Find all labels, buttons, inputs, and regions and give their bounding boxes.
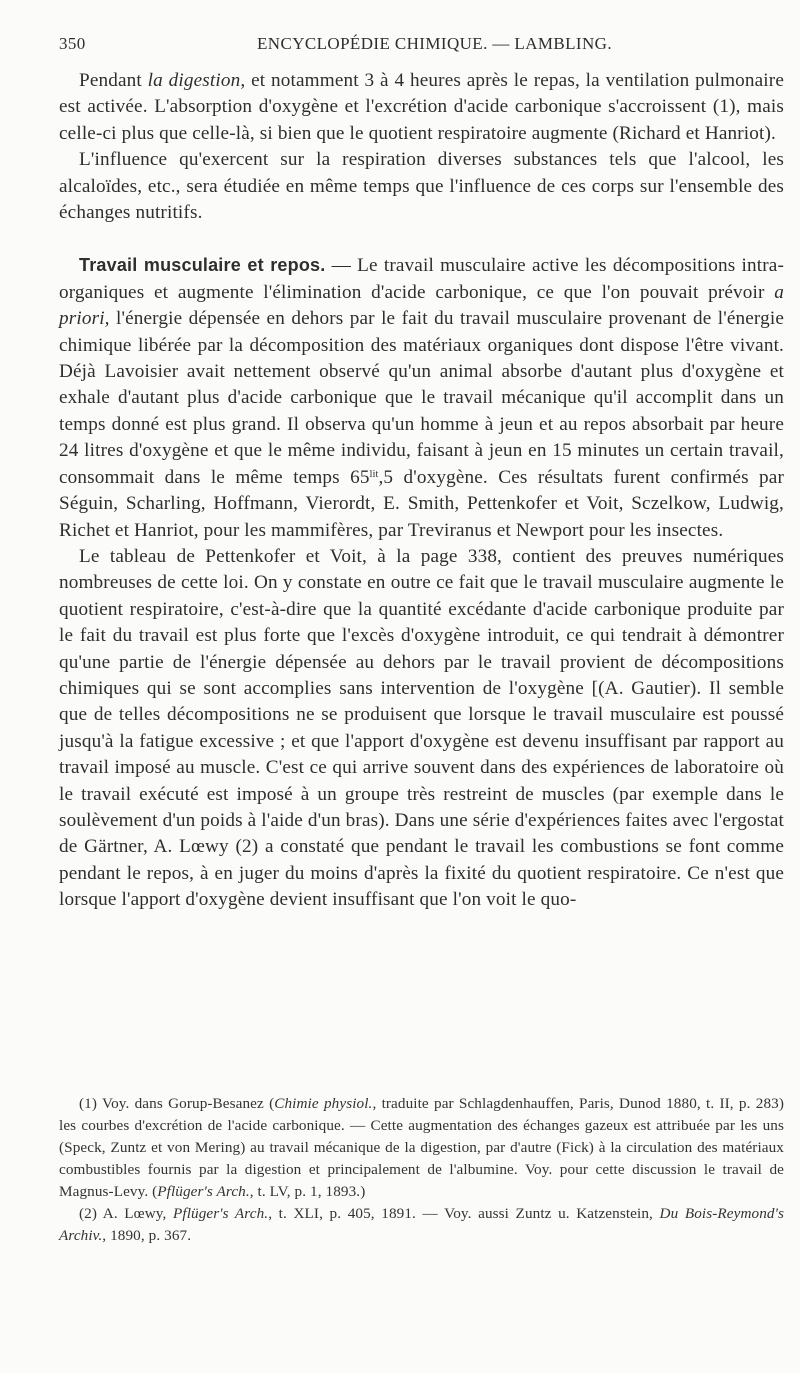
footnote-text: , t. XLI, p. 405, 1891. — Voy. aussi Zuntz u. Katzenstein, bbox=[268, 1205, 660, 1222]
paragraph-text: Pendant bbox=[79, 70, 148, 91]
footnote-text: , 1890, p. 367. bbox=[102, 1227, 192, 1244]
page-header bbox=[59, 34, 788, 58]
italic-title: Pflüger's Arch. bbox=[157, 1183, 250, 1200]
footnote-text: , traduite par Schlagdenhauffen, Paris, Dunod 1880, t. II, p. 283) les courbes d'excrétion de l'acide carbonique. — Cette augmentation des échanges gazeux est attribuée par les uns (Speck, Zuntz et von Mering) au travail mécanique de la digestion, par d'autre (Fick) à la circulation des matériaux combustibles fournis par la digestion et principalement de l'albumine. Voy. pour cette discussion le travail de Magnus-Levy. ( bbox=[59, 1095, 784, 1200]
footnote-2 bbox=[59, 1203, 784, 1247]
paragraph-tableau: Le tableau de Pettenkofer et Voit, à la page 338, contient des preuves numériques nombreuses de cette loi. On y constate en outre ce fait que le travail musculaire augmente le quotient respiratoire, c'est-à-dire que la quantité excédante d'acide carbonique produite par le fait du travail est plus forte que l'excès d'oxygène introduit, ce qui tendrait à démontrer qu'une partie de l'énergie dépensée au dehors par le travail provient de décompositions chimiques qui se sont accomplies sans intervention de l'oxygène [(A. Gautier). Il semble que de telles décompositions ne se produisent que lorsque le travail musculaire est poussé jusqu'à la fatigue excessive ; et que l'apport d'oxygène est devenu insuffisant par rapport au travail imposé au muscle. C'est ce qui arrive souvent dans des expériences de laboratoire où le travail exécuté est imposé à un groupe très restreint de muscles (par exemple dans le soulèvement d'un poids à l'aide d'un bras). Dans une série d'expériences faites avec l'ergostat de Gärtner, A. Lœwy (2) a constaté que pendant le travail les combustions se font comme pendant le repos, à en juger du moins d'après la fixité du quotient respiratoire. Ce n'est que lorsque l'apport d'oxygène devient insuffisant que l'on voit le quo- bbox=[59, 545, 784, 911]
page-number: 350 bbox=[59, 34, 86, 53]
paragraph-influence: L'influence qu'exercent sur la respiration diverses substances tels que l'alcool, les alcaloïdes, etc., sera étudiée en même temps que l'influence de ces corps sur l'ensemble des échanges nutritifs. bbox=[59, 149, 784, 224]
paragraph-text: et notamment 3 à 4 heures après le repas, la ventilation pulmonaire est activée. L'absorption d'oxygène et l'excrétion d'acide carbonique s'accroissent (1), mais celle-ci plus que celle-là, si bien que le quotient respiratoire augmente (Richard et Hanriot). bbox=[59, 70, 784, 144]
paragraph-text: l'énergie dépensée en dehors par le fait du travail musculaire provenant de l'énergie chimique libérée par la décomposition des matériaux organiques dont dispose l'être vivant. Déjà Lavoisier avait nettement observé qu'un animal absorbe d'autant plus d'oxygène et exhale d'autant plus d'acide carbonique que le travail mécanique qu'il accomplit dans un temps donné est plus grand. Il observa qu'un homme à jeun et au repos absorbait par heure 24 litres d'oxygène et que le même individu, faisant à jeun en 15 minutes un certain travail, consommait dans le même temps 65 bbox=[59, 308, 784, 488]
italic-term: la digestion, bbox=[147, 70, 246, 91]
paragraph-text: ,5 d'oxygène. Ces résultats furent confirmés par Séguin, Scharling, Hoffmann, Vierordt, E. Smith, Pettenkofer et Voit, Sczelkow, Ludwig, Richet et Hanriot, pour les mammifères, par Treviranus et Newport pour les insectes. bbox=[59, 466, 785, 541]
paragraph-travail bbox=[59, 252, 784, 543]
paragraph-text: — Le travail musculaire active les décompositions intra-organiques et augmente l'élimination d'acide carbonique, ce que l'on pouvait prévoir bbox=[59, 255, 785, 303]
paragraph-digestion bbox=[59, 68, 784, 147]
section-heading: Travail musculaire et repos. bbox=[79, 255, 326, 276]
running-title: ENCYCLOPÉDIE CHIMIQUE. — LAMBLING. bbox=[257, 34, 612, 53]
italic-title: Du Bois-Reymond's Archiv. bbox=[59, 1205, 784, 1244]
footnote-1 bbox=[59, 1093, 784, 1203]
footnote-text: (2) A. Lœwy, bbox=[79, 1205, 173, 1222]
italic-term: a priori, bbox=[59, 281, 784, 330]
main-text bbox=[59, 68, 784, 914]
italic-title: Pflüger's Arch. bbox=[173, 1205, 269, 1222]
footnotes bbox=[59, 1093, 784, 1247]
italic-title: Chimie physiol. bbox=[274, 1095, 373, 1112]
footnote-text: , t. LV, p. 1, 1893.) bbox=[249, 1183, 366, 1200]
footnote-text: (1) Voy. dans Gorup-Besanez ( bbox=[79, 1095, 275, 1112]
unit-superscript: lit bbox=[369, 468, 379, 480]
